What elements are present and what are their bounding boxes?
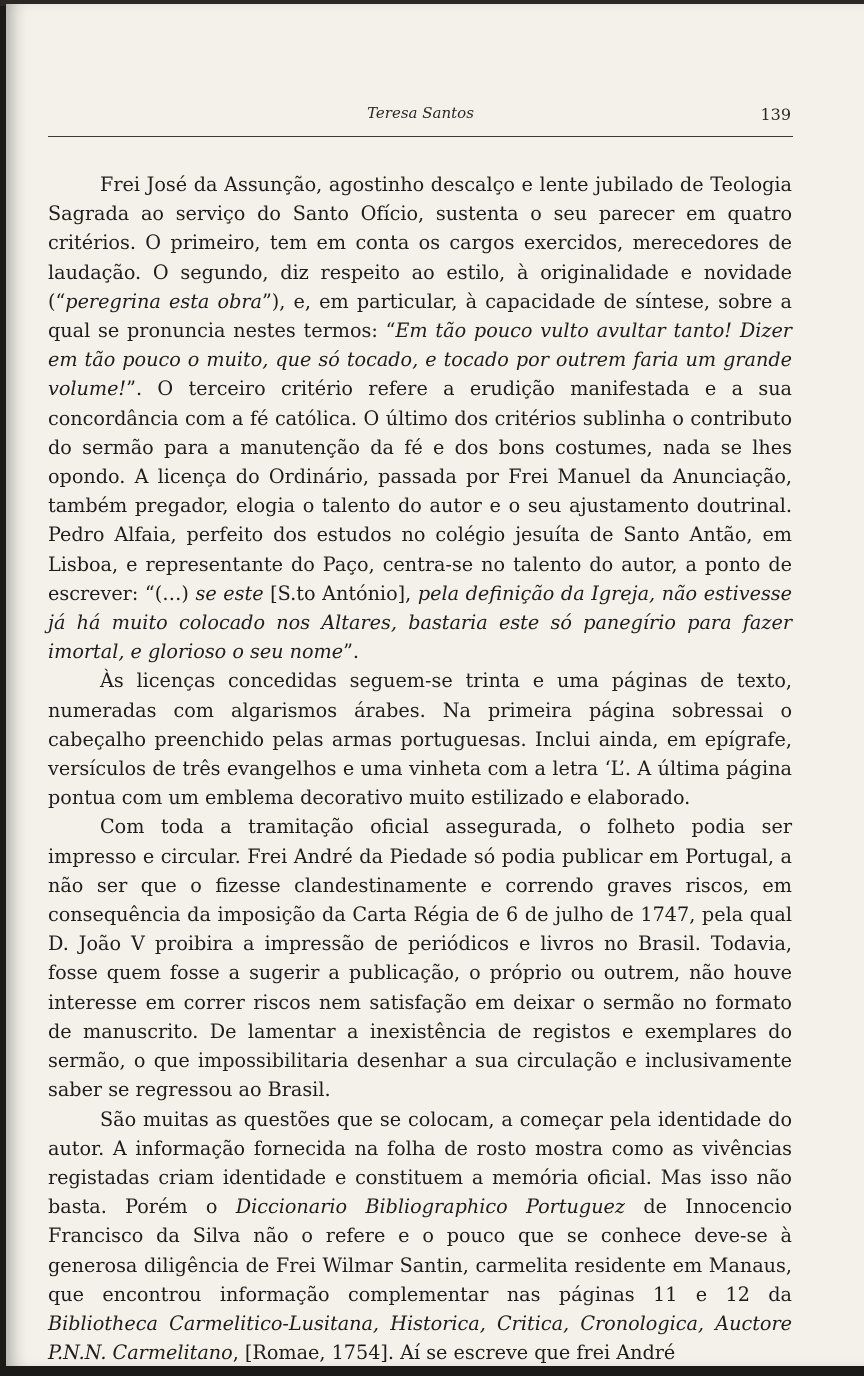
text-span: de Innocencio Francisco da Silva não o refere e o pouco que se conhece deve-se à generosa diligência de Frei Wilmar Santin, carmelita residente em Manaus, que encontrou informação complementar nas páginas 11 e 12 da bbox=[48, 1195, 793, 1306]
text-span: Frei José da Assunção, agostinho descalço e lente jubilado de Teologia Sagrada ao serviço do Santo Ofício, sustenta o seu parecer em quatro critérios. O primeiro, tem em conta os cargos exercidos, merecedores de laudação. O segundo, diz respeito ao estilo, à originalidade e novidade (“ bbox=[48, 173, 792, 313]
page-number: 139 bbox=[760, 105, 791, 124]
paragraph bbox=[48, 1105, 792, 1368]
text-span: [S.to António], bbox=[263, 581, 418, 605]
italic-quote: peregrina esta obra bbox=[65, 289, 262, 313]
italic-title: Diccionario Bibliographico Portuguez bbox=[235, 1195, 626, 1219]
paragraph bbox=[48, 812, 792, 1104]
text-span: , [Romae, 1754]. Aí se escreve que frei André bbox=[232, 1341, 676, 1365]
italic-quote: se este bbox=[195, 581, 264, 605]
paragraph bbox=[48, 666, 792, 812]
text-span: ”. O terceiro critério refere a erudição manifestada e a sua concordância com a fé católica. O último dos critérios sublinha o contributo do sermão para a manutenção da fé e dos bons costumes, nada se lhes opondo. A licença do Ordinário, passada por Frei Manuel da Anunciação, também pregador, elogia o talento do autor e o seu ajustamento doutrinal. Pedro Alfaia, perfeito dos estudos no colégio jesuíta de Santo Antão, em Lisboa, e representante do Paço, centra-se no talento do autor, a ponto de escrever: “(…) bbox=[48, 377, 792, 605]
running-title: Teresa Santos bbox=[367, 104, 474, 122]
italic-quote: pela definição da Igreja, não estivesse já há muito colocado nos Altares, bastaria este só panegírio para fazer imortal, e glorioso o seu nome bbox=[48, 581, 792, 664]
text-span: Com toda a tramitação oficial assegurada, o folheto podia ser impresso e circular. Frei André da Piedade só podia publicar em Portugal, a não ser que o fizesse clandestinamente e correndo graves riscos, em consequência da imposição da Carta Régia de 6 de julho de 1747, pela qual D. João V proibira a impressão de periódicos e livros no Brasil. Todavia, fosse quem fosse a sugerir a publicação, o próprio ou outrem, não houve interesse em correr riscos nem satisfação em deixar o sermão no formato de manuscrito. De lamentar a inexistência de registos e exemplares do sermão, o que impossibilitaria desenhar a sua circulação e inclusivamente saber se regressou ao Brasil. bbox=[48, 815, 792, 1102]
text-span: São muitas as questões que se colocam, a começar pela identidade do autor. A informação fornecida na folha de rosto mostra como as vivências registadas criam identidade e constituem a memória oficial. Mas isso não basta. Porém o bbox=[48, 1107, 792, 1219]
text-span: ”. bbox=[343, 640, 360, 664]
italic-quote: Em tão pouco vulto avultar tanto! Dizer em tão pouco o muito, que só tocado, e tocado por outrem faria um grande volume! bbox=[48, 319, 792, 401]
italic-title: Bibliotheca Carmelitico-Lusitana, Historica, Critica, Cronologica, Auctore P.N.N. Carmelitano bbox=[48, 1311, 792, 1365]
paragraph bbox=[48, 170, 792, 666]
text-span: Às licenças concedidas seguem-se trinta e uma páginas de texto, numeradas com algarismos árabes. Na primeira página sobressai o cabeçalho preenchido pelas armas portuguesas. Inclui ainda, em epígrafe, versículos de três evangelhos e uma vinheta com a letra ‘L’. A última página pontua com um emblema decorativo muito estilizado e elaborado. bbox=[48, 669, 792, 810]
text-span: ”), e, em particular, à capacidade de síntese, sobre a qual se pronuncia nestes termos: “ bbox=[48, 289, 792, 343]
running-header bbox=[48, 100, 793, 137]
body-text bbox=[48, 170, 792, 1367]
